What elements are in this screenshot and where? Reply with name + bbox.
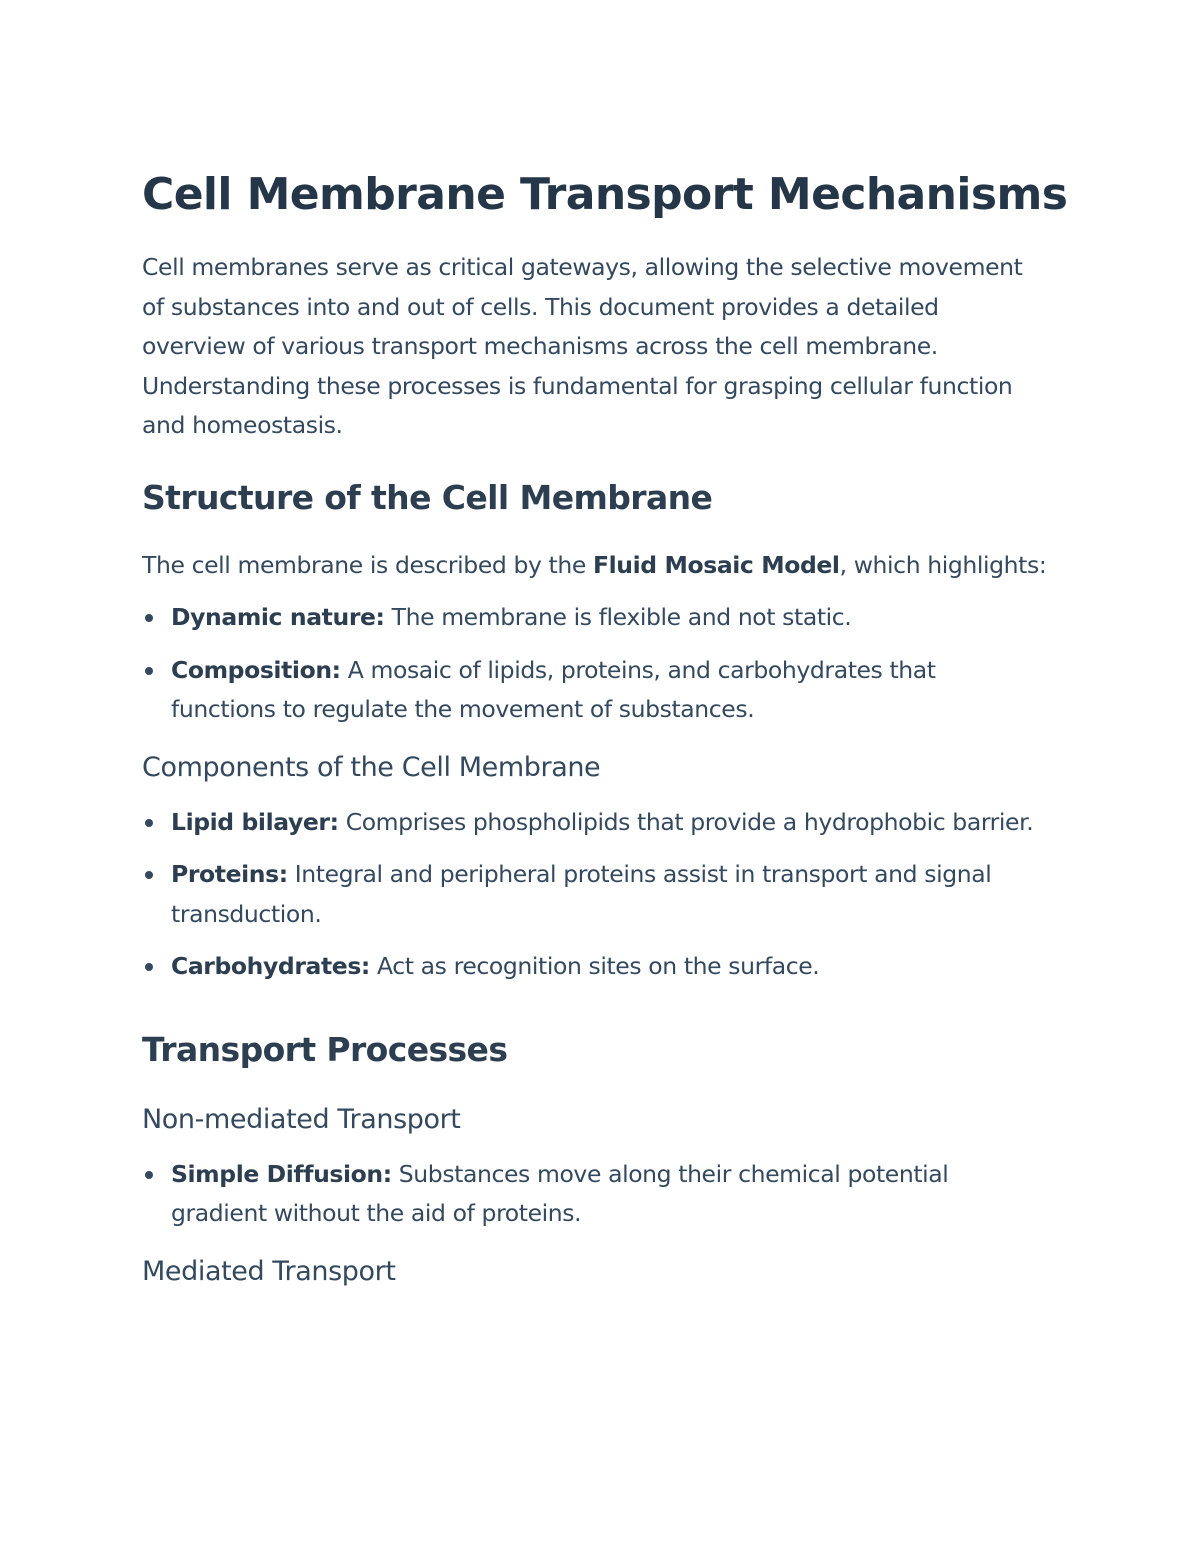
list-item-term: Dynamic nature: <box>171 603 385 631</box>
mediated-heading: Mediated Transport <box>142 1255 396 1287</box>
structure-heading: Structure of the Cell Membrane <box>142 477 713 517</box>
components-heading: Components of the Cell Membrane <box>142 751 601 783</box>
structure-desc-after: , which highlights: <box>839 550 1047 579</box>
list-item-text: Comprises phospholipids that provide a hydrophobic barrier. <box>338 807 1034 836</box>
list-item <box>142 947 1047 987</box>
list-item-term: Composition: <box>171 655 341 684</box>
structure-desc-before: The cell membrane is described by the <box>142 550 593 579</box>
intro-paragraph: Cell membranes serve as critical gateways, allowing the selective movement of substances into and out of cells. This document provides a detailed overview of various transport mechanisms across the cell membrane. Understanding these processes is fundamental for grasping cellular function and homeostasis. <box>142 253 1023 439</box>
structure-description <box>142 546 1047 586</box>
non-mediated-heading: Non-mediated Transport <box>142 1103 461 1135</box>
list-item-text: Substances move along their chemical potential gradient without the aid of proteins. <box>171 1159 949 1227</box>
structure-list <box>142 598 1047 730</box>
list-item <box>142 1155 1047 1234</box>
list-item <box>142 803 1047 843</box>
list-item-term: Proteins: <box>171 860 288 888</box>
document-title: Cell Membrane Transport Mechanisms <box>142 169 1068 220</box>
list-item <box>142 651 1047 730</box>
list-item-term: Carbohydrates: <box>171 952 370 980</box>
document-page <box>142 160 1068 1294</box>
list-item-text: Act as recognition sites on the surface. <box>369 952 820 980</box>
list-item-text: A mosaic of lipids, proteins, and carbohydrates that functions to regulate the movement of substances. <box>171 655 936 723</box>
list-item <box>142 855 1047 934</box>
components-list <box>142 803 1047 987</box>
list-item-text: Integral and peripheral proteins assist in transport and signal transduction. <box>171 860 992 928</box>
list-item-term: Simple Diffusion: <box>171 1159 392 1188</box>
transport-heading: Transport Processes <box>142 1029 508 1069</box>
structure-desc-bold: Fluid Mosaic Model <box>593 550 840 579</box>
list-item-term: Lipid bilayer: <box>171 807 339 836</box>
non-mediated-list <box>142 1155 1047 1234</box>
list-item-text: The membrane is flexible and not static. <box>384 603 852 631</box>
list-item <box>142 598 1047 638</box>
